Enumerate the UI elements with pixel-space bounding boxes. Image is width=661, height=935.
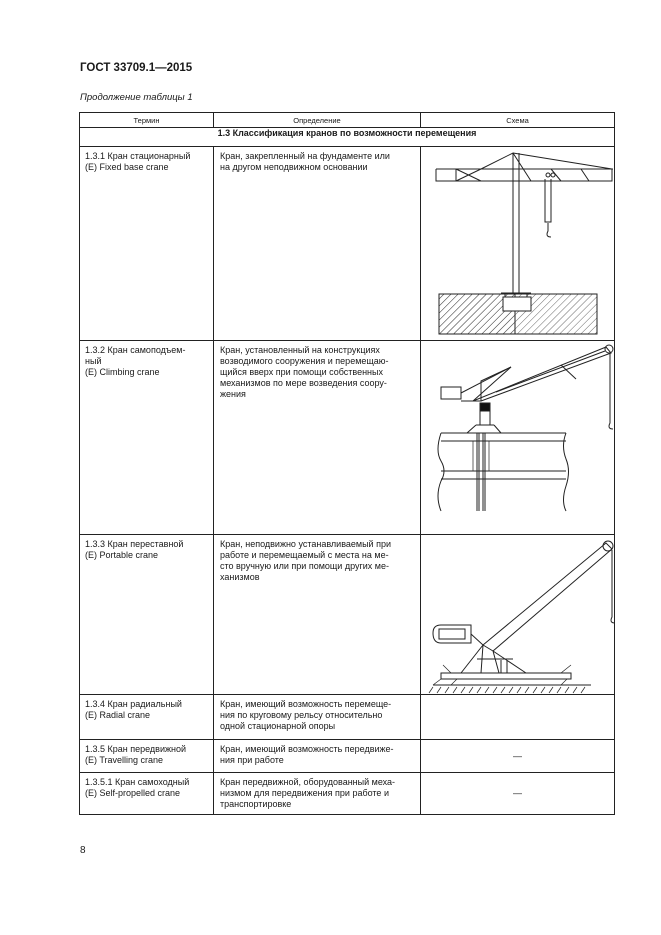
definition-cell: Кран, неподвижно устанавливаемый при работе и перемещаемый с места на ме- сто вручную или при помощи других ме- ханизмов (214, 535, 421, 695)
fixed-tower-crane-diagram (421, 147, 615, 341)
section-title: 1.3 Классификация кранов по возможности перемещения (80, 128, 615, 147)
section-row (80, 128, 615, 147)
table-row (80, 535, 615, 695)
page-number: 8 (80, 845, 86, 856)
scheme-cell (421, 695, 615, 740)
portable-crane-diagram (421, 535, 615, 695)
terms-table (79, 112, 615, 815)
definition-cell: Кран, установленный на конструкциях возводимого сооружения и перемещаю- щийся вверх при помощи собственных механизмов по мере возведения соору- жения (214, 341, 421, 535)
table-row (80, 740, 615, 773)
term-cell: 1.3.2 Кран самоподъем- ный (E) Climbing crane (80, 341, 214, 535)
definition-cell: Кран, имеющий возможность перемеще- ния по круговому рельсу относительно одной стационарной опоры (214, 695, 421, 740)
scheme-cell: — (421, 740, 615, 773)
table-row (80, 773, 615, 815)
column-header-term: Термин (80, 113, 214, 128)
column-header-scheme: Схема (421, 113, 615, 128)
term-cell: 1.3.5.1 Кран самоходный (E) Self-propelled crane (80, 773, 214, 815)
term-cell: 1.3.5 Кран передвижной (E) Travelling crane (80, 740, 214, 773)
definition-cell: Кран передвижной, оборудованный меха- низмом для передвижения при работе и транспортировке (214, 773, 421, 815)
term-cell: 1.3.1 Кран стационарный (E) Fixed base crane (80, 147, 214, 341)
table-continuation-caption: Продолжение таблицы 1 (80, 92, 193, 103)
scheme-cell (421, 341, 615, 535)
term-cell: 1.3.3 Кран переставной (E) Portable crane (80, 535, 214, 695)
scheme-cell (421, 535, 615, 695)
standard-header: ГОСТ 33709.1—2015 (80, 62, 193, 74)
definition-cell: Кран, закрепленный на фундаменте или на другом неподвижном основании (214, 147, 421, 341)
table-row (80, 147, 615, 341)
table-row (80, 341, 615, 535)
term-cell: 1.3.4 Кран радиальный (E) Radial crane (80, 695, 214, 740)
table-row (80, 695, 615, 740)
scheme-cell (421, 147, 615, 341)
scheme-cell: — (421, 773, 615, 815)
definition-cell: Кран, имеющий возможность передвиже- ния при работе (214, 740, 421, 773)
table-header-row (80, 113, 615, 128)
climbing-crane-diagram (421, 341, 615, 535)
column-header-definition: Определение (214, 113, 421, 128)
